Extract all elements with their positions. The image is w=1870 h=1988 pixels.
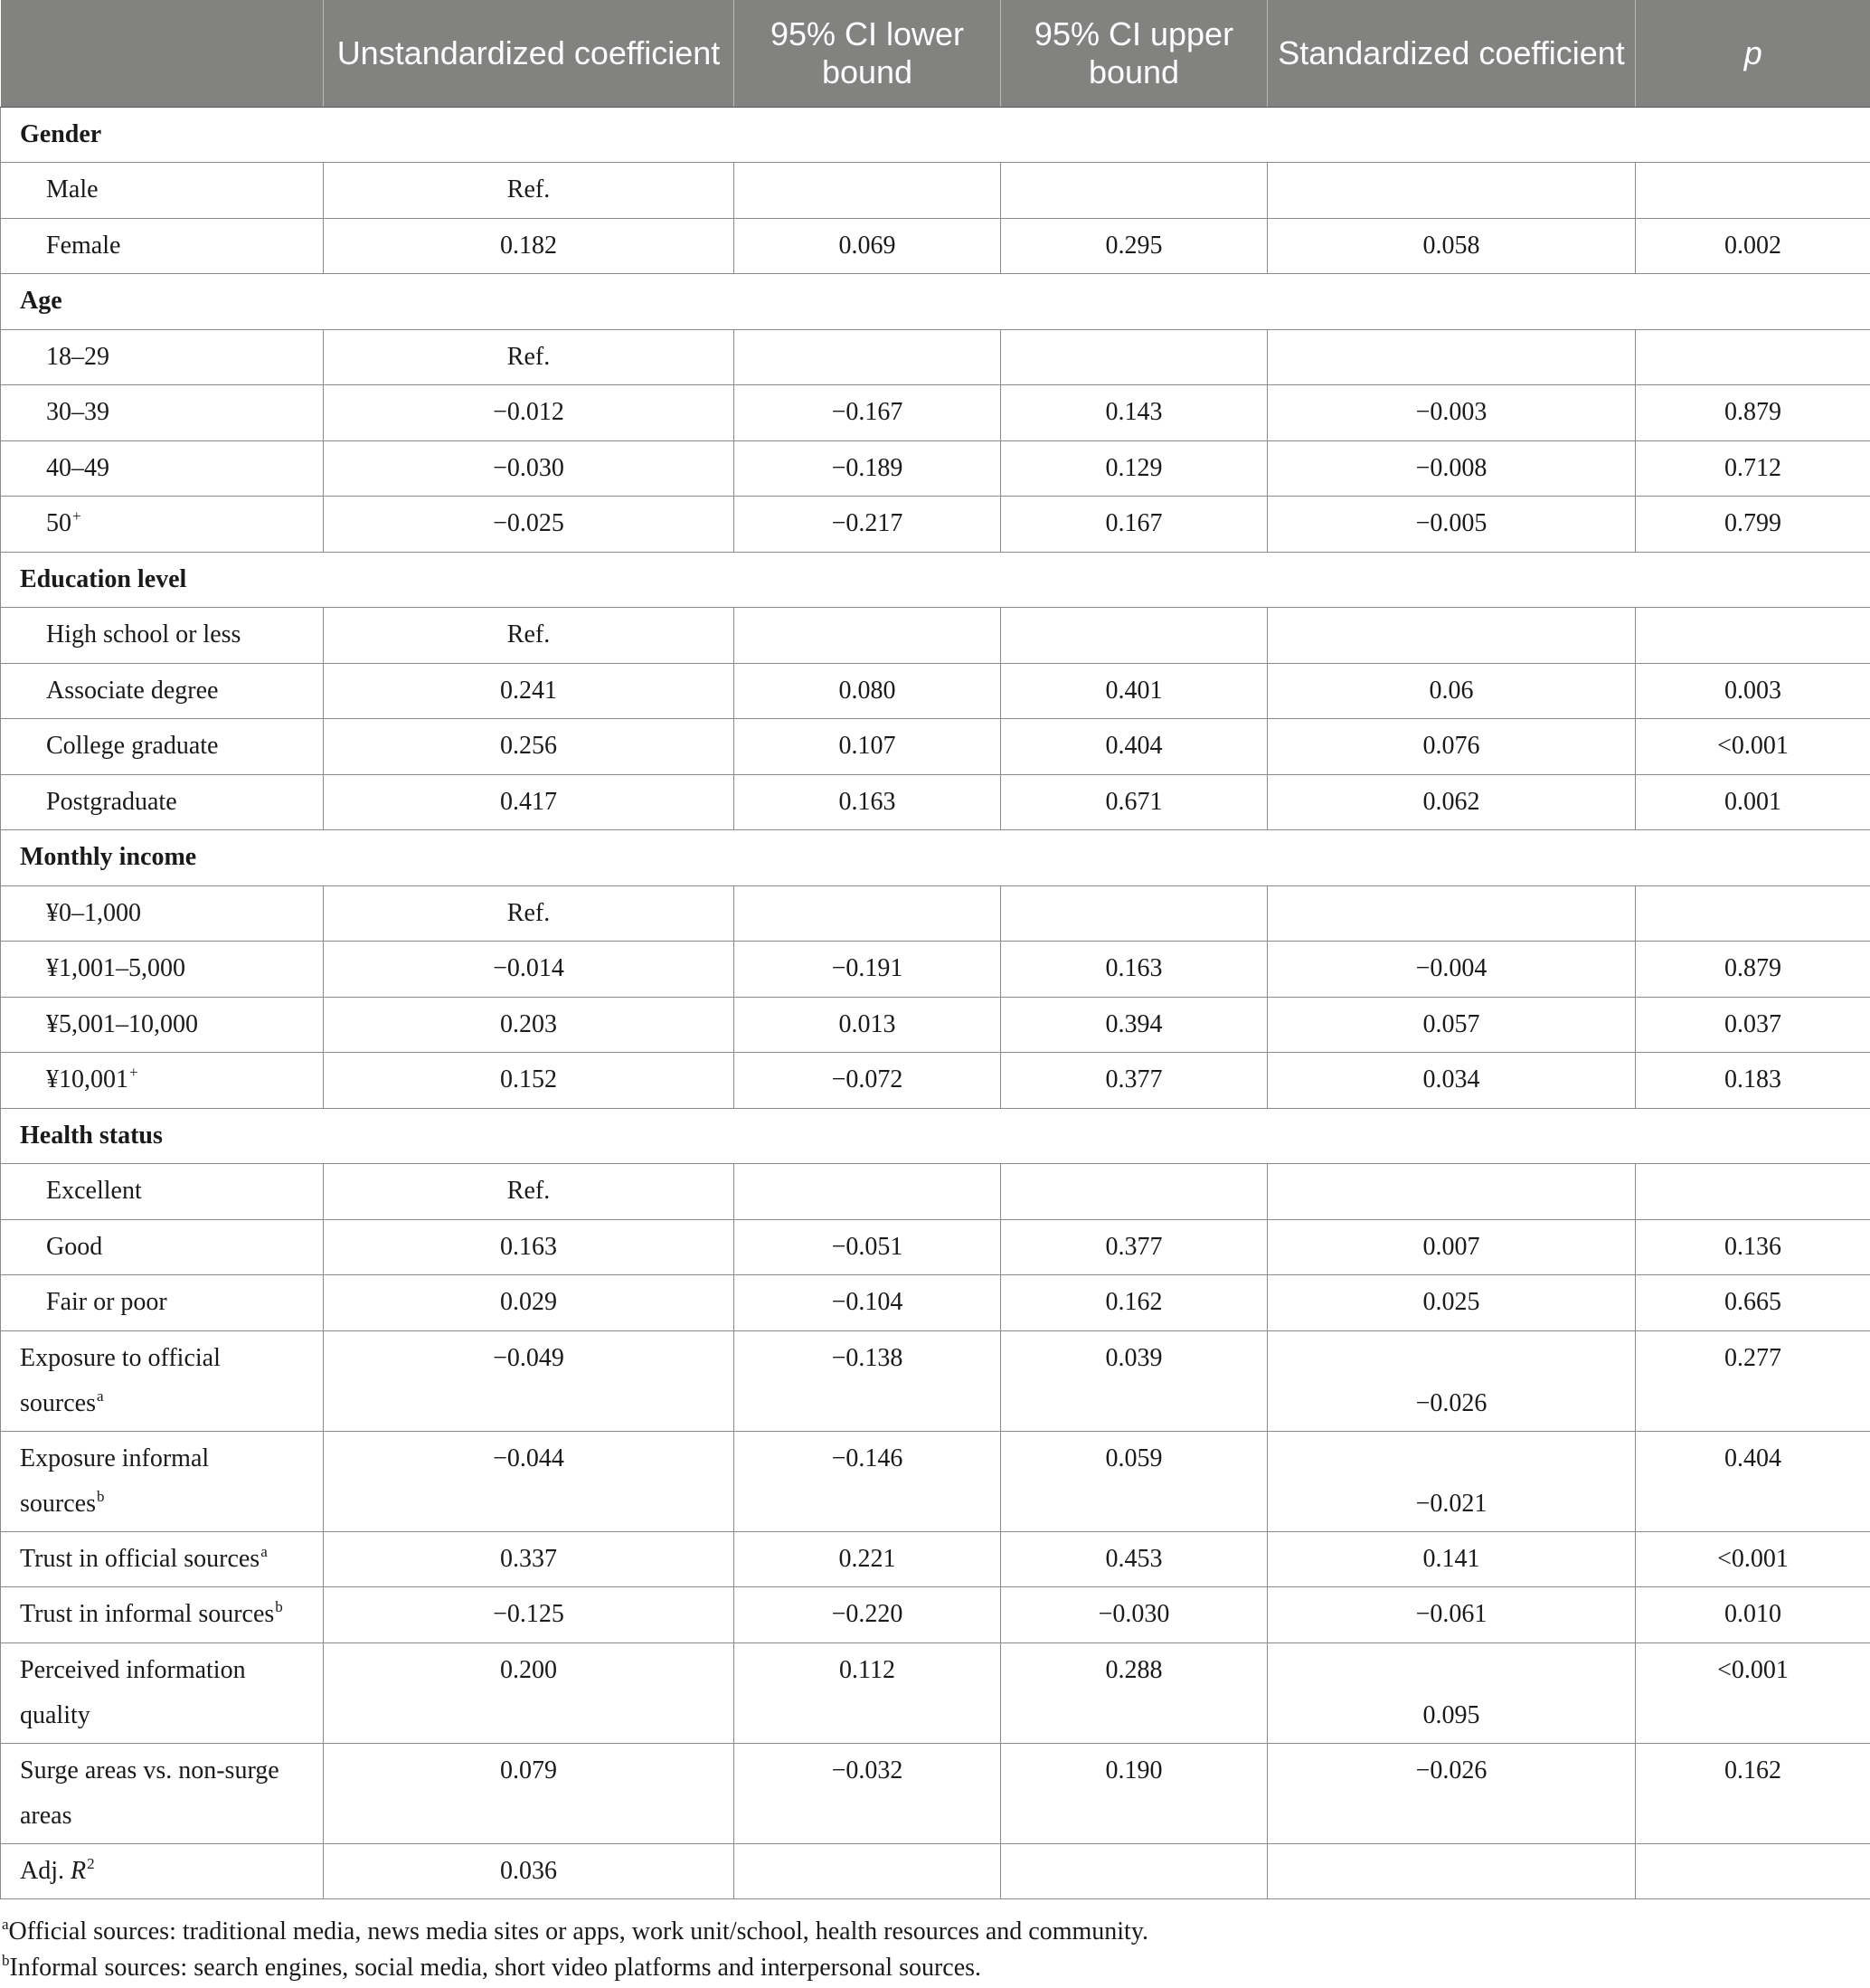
- row-label: [1, 1743, 324, 1843]
- row-label: 18–29: [1, 329, 324, 385]
- row-label: Associate degree: [1, 663, 324, 719]
- row-label-text: Trust in official sources: [20, 1544, 260, 1573]
- cell-ci-upper: 0.143: [1001, 385, 1268, 441]
- cell-ci-lower: 0.013: [734, 997, 1001, 1053]
- cell-standardized: 0.007: [1268, 1219, 1636, 1275]
- cell-standardized: −0.021: [1268, 1431, 1636, 1531]
- cell-p: [1636, 608, 1870, 664]
- cell-p: 0.799: [1636, 497, 1870, 553]
- cell-ci-lower: 0.112: [734, 1642, 1001, 1743]
- cell-p: 0.003: [1636, 663, 1870, 719]
- row-label-line2: quality: [20, 1700, 90, 1729]
- cell-unstandardized: 0.256: [324, 719, 734, 775]
- row-label: ¥5,001–10,000: [1, 997, 324, 1053]
- table-row-female: [1, 218, 1870, 274]
- row-label-line1: Perceived information: [20, 1655, 246, 1684]
- cell-standardized: 0.141: [1268, 1531, 1636, 1587]
- cell-standardized: 0.095: [1268, 1642, 1636, 1743]
- table-row-age-40-49: [1, 440, 1870, 497]
- row-label: 40–49: [1, 440, 324, 497]
- row-label: Female: [1, 218, 324, 274]
- footnote-mark: b: [2, 1952, 10, 1969]
- cell-unstandardized: −0.012: [324, 385, 734, 441]
- cell-unstandardized: −0.044: [324, 1431, 734, 1531]
- cell-unstandardized: Ref.: [324, 1164, 734, 1220]
- cell-p: 0.879: [1636, 385, 1870, 441]
- cell-ci-lower: −0.051: [734, 1219, 1001, 1275]
- cell-standardized: −0.026: [1268, 1743, 1636, 1843]
- cell-ci-upper: 0.039: [1001, 1330, 1268, 1431]
- footnote-mark: a: [2, 1916, 9, 1933]
- row-label: [1, 1587, 324, 1643]
- row-label: [1, 1843, 324, 1899]
- table-row-exposure-official: [1, 1330, 1870, 1431]
- label-superscript: 2: [87, 1854, 95, 1872]
- row-label: [1, 1053, 324, 1109]
- footnote-marker: a: [260, 1542, 268, 1560]
- cell-unstandardized: Ref.: [324, 608, 734, 664]
- cell-unstandardized: 0.152: [324, 1053, 734, 1109]
- footnote-informal-sources: [0, 1950, 1870, 1986]
- cell-ci-lower: [734, 608, 1001, 664]
- row-label: ¥0–1,000: [1, 885, 324, 942]
- row-label-line1: Surge areas vs. non-surge: [20, 1756, 279, 1784]
- cell-p: 0.712: [1636, 440, 1870, 497]
- footnote-marker: b: [96, 1487, 105, 1505]
- cell-unstandardized: 0.182: [324, 218, 734, 274]
- table-row-excellent: [1, 1164, 1870, 1220]
- cell-unstandardized: −0.014: [324, 942, 734, 998]
- cell-p: [1636, 1164, 1870, 1220]
- header-variable: [1, 0, 324, 107]
- cell-p: 0.001: [1636, 774, 1870, 830]
- row-label: 30–39: [1, 385, 324, 441]
- row-label: [1, 1330, 324, 1431]
- cell-ci-lower: −0.104: [734, 1275, 1001, 1331]
- footnote-marker: b: [275, 1598, 283, 1616]
- cell-unstandardized: −0.125: [324, 1587, 734, 1643]
- cell-unstandardized: 0.036: [324, 1843, 734, 1899]
- cell-standardized: −0.004: [1268, 942, 1636, 998]
- cell-p: 0.665: [1636, 1275, 1870, 1331]
- cell-ci-lower: −0.072: [734, 1053, 1001, 1109]
- table-row-postgraduate: [1, 774, 1870, 830]
- label-superscript: +: [129, 1064, 138, 1082]
- cell-ci-upper: 0.129: [1001, 440, 1268, 497]
- table-row-associate-degree: [1, 663, 1870, 719]
- row-label: Postgraduate: [1, 774, 324, 830]
- cell-ci-lower: 0.107: [734, 719, 1001, 775]
- cell-p: 0.183: [1636, 1053, 1870, 1109]
- cell-ci-lower: −0.167: [734, 385, 1001, 441]
- footnote-text: Informal sources: search engines, social media, short video platforms and interpersonal sources.: [9, 1954, 982, 1982]
- table-row-good: [1, 1219, 1870, 1275]
- row-label: Good: [1, 1219, 324, 1275]
- header-ci-lower: 95% CI lower bound: [734, 0, 1001, 107]
- cell-standardized: 0.025: [1268, 1275, 1636, 1331]
- cell-ci-lower: −0.217: [734, 497, 1001, 553]
- row-label: [1, 497, 324, 553]
- row-label: Fair or poor: [1, 1275, 324, 1331]
- cell-standardized: [1268, 1843, 1636, 1899]
- cell-p: <0.001: [1636, 1642, 1870, 1743]
- section-row-income: [1, 830, 1870, 886]
- section-row-gender: [1, 107, 1870, 163]
- cell-ci-upper: 0.377: [1001, 1219, 1268, 1275]
- cell-ci-lower: [734, 885, 1001, 942]
- cell-standardized: 0.06: [1268, 663, 1636, 719]
- cell-p: 0.404: [1636, 1431, 1870, 1531]
- cell-ci-upper: 0.295: [1001, 218, 1268, 274]
- cell-standardized: 0.062: [1268, 774, 1636, 830]
- cell-ci-lower: −0.189: [734, 440, 1001, 497]
- cell-ci-upper: −0.030: [1001, 1587, 1268, 1643]
- cell-ci-upper: [1001, 1843, 1268, 1899]
- table-row-exposure-informal: [1, 1431, 1870, 1531]
- row-label-text: Trust in informal sources: [20, 1600, 275, 1629]
- cell-ci-lower: 0.163: [734, 774, 1001, 830]
- table-row-trust-informal: [1, 1587, 1870, 1643]
- table-header: [1, 0, 1870, 107]
- table-row-information-quality: [1, 1642, 1870, 1743]
- cell-p: 0.136: [1636, 1219, 1870, 1275]
- cell-p: <0.001: [1636, 719, 1870, 775]
- cell-ci-lower: −0.138: [734, 1330, 1001, 1431]
- table-row-college-graduate: [1, 719, 1870, 775]
- table-row-income-1001-5000: [1, 942, 1870, 998]
- cell-standardized: −0.005: [1268, 497, 1636, 553]
- section-row-age: [1, 274, 1870, 330]
- section-row-education: [1, 552, 1870, 608]
- cell-ci-lower: 0.080: [734, 663, 1001, 719]
- cell-unstandardized: Ref.: [324, 885, 734, 942]
- cell-ci-upper: 0.377: [1001, 1053, 1268, 1109]
- cell-unstandardized: 0.203: [324, 997, 734, 1053]
- header-ci-upper: 95% CI upper bound: [1001, 0, 1268, 107]
- cell-unstandardized: 0.417: [324, 774, 734, 830]
- row-label-line1: Exposure informal: [20, 1444, 210, 1472]
- section-label: Monthly income: [1, 830, 1870, 886]
- cell-p: 0.010: [1636, 1587, 1870, 1643]
- cell-p: [1636, 1843, 1870, 1899]
- row-label-italic: R: [71, 1856, 87, 1885]
- row-label: [1, 1431, 324, 1531]
- cell-unstandardized: 0.337: [324, 1531, 734, 1587]
- header-unstandardized-coefficient: Unstandardized coefficient: [324, 0, 734, 107]
- row-label: Male: [1, 163, 324, 219]
- cell-ci-upper: 0.394: [1001, 997, 1268, 1053]
- cell-standardized: −0.061: [1268, 1587, 1636, 1643]
- cell-ci-lower: [734, 329, 1001, 385]
- cell-ci-upper: 0.059: [1001, 1431, 1268, 1531]
- cell-standardized: −0.008: [1268, 440, 1636, 497]
- table-body: [1, 107, 1870, 1899]
- section-row-health: [1, 1108, 1870, 1164]
- cell-ci-lower: −0.146: [734, 1431, 1001, 1531]
- cell-p: <0.001: [1636, 1531, 1870, 1587]
- cell-standardized: [1268, 163, 1636, 219]
- cell-standardized: 0.076: [1268, 719, 1636, 775]
- cell-ci-upper: 0.401: [1001, 663, 1268, 719]
- table-row-trust-official: [1, 1531, 1870, 1587]
- table-row-age-30-39: [1, 385, 1870, 441]
- cell-unstandardized: 0.079: [324, 1743, 734, 1843]
- cell-p: 0.002: [1636, 218, 1870, 274]
- cell-standardized: [1268, 885, 1636, 942]
- label-superscript: +: [72, 507, 81, 525]
- cell-ci-upper: 0.167: [1001, 497, 1268, 553]
- table-row-age-18-29: [1, 329, 1870, 385]
- cell-unstandardized: Ref.: [324, 329, 734, 385]
- cell-ci-upper: 0.404: [1001, 719, 1268, 775]
- table-row-surge-areas: [1, 1743, 1870, 1843]
- row-label-text: Adj.: [20, 1856, 71, 1885]
- cell-ci-lower: [734, 1164, 1001, 1220]
- header-row: [1, 0, 1870, 107]
- cell-ci-lower: −0.220: [734, 1587, 1001, 1643]
- cell-p: [1636, 163, 1870, 219]
- row-label: High school or less: [1, 608, 324, 664]
- cell-ci-upper: 0.288: [1001, 1642, 1268, 1743]
- cell-ci-upper: [1001, 608, 1268, 664]
- row-label: ¥1,001–5,000: [1, 942, 324, 998]
- cell-unstandardized: 0.200: [324, 1642, 734, 1743]
- cell-unstandardized: −0.030: [324, 440, 734, 497]
- cell-p: 0.879: [1636, 942, 1870, 998]
- row-label: Excellent: [1, 1164, 324, 1220]
- cell-standardized: [1268, 329, 1636, 385]
- cell-p: 0.037: [1636, 997, 1870, 1053]
- cell-ci-upper: 0.453: [1001, 1531, 1268, 1587]
- cell-p: [1636, 885, 1870, 942]
- cell-standardized: [1268, 1164, 1636, 1220]
- cell-unstandardized: Ref.: [324, 163, 734, 219]
- row-label: [1, 1642, 324, 1743]
- cell-p: 0.162: [1636, 1743, 1870, 1843]
- header-p-value: p: [1636, 0, 1870, 107]
- cell-unstandardized: −0.049: [324, 1330, 734, 1431]
- table-row-income-0-1000: [1, 885, 1870, 942]
- row-label-text: ¥10,001: [46, 1065, 128, 1094]
- cell-ci-upper: [1001, 1164, 1268, 1220]
- footnote-text: Official sources: traditional media, news media sites or apps, work unit/school, health resources and community.: [8, 1917, 1149, 1945]
- cell-ci-upper: [1001, 885, 1268, 942]
- table-row-high-school: [1, 608, 1870, 664]
- cell-standardized: 0.057: [1268, 997, 1636, 1053]
- cell-standardized: 0.058: [1268, 218, 1636, 274]
- cell-ci-upper: 0.671: [1001, 774, 1268, 830]
- table-row-fair-or-poor: [1, 1275, 1870, 1331]
- cell-unstandardized: 0.241: [324, 663, 734, 719]
- row-label-line2: areas: [20, 1801, 72, 1830]
- row-label-line2: sources: [20, 1388, 96, 1417]
- row-label-line1: Exposure to official: [20, 1343, 221, 1372]
- cell-ci-upper: 0.190: [1001, 1743, 1268, 1843]
- cell-ci-upper: 0.163: [1001, 942, 1268, 998]
- table-row-age-50-plus: [1, 497, 1870, 553]
- cell-standardized: 0.034: [1268, 1053, 1636, 1109]
- cell-unstandardized: 0.029: [324, 1275, 734, 1331]
- cell-ci-upper: 0.162: [1001, 1275, 1268, 1331]
- cell-ci-lower: [734, 163, 1001, 219]
- table-row-income-10001-plus: [1, 1053, 1870, 1109]
- section-label: Age: [1, 274, 1870, 330]
- table-row-income-5001-10000: [1, 997, 1870, 1053]
- cell-unstandardized: 0.163: [324, 1219, 734, 1275]
- footnote-official-sources: [0, 1914, 1870, 1950]
- row-label: [1, 1531, 324, 1587]
- cell-unstandardized: −0.025: [324, 497, 734, 553]
- cell-standardized: [1268, 608, 1636, 664]
- cell-ci-lower: −0.191: [734, 942, 1001, 998]
- cell-ci-lower: 0.069: [734, 218, 1001, 274]
- row-label-text: 50: [46, 509, 71, 538]
- cell-ci-upper: [1001, 163, 1268, 219]
- cell-ci-lower: [734, 1843, 1001, 1899]
- row-label-line2: sources: [20, 1489, 96, 1518]
- cell-ci-upper: [1001, 329, 1268, 385]
- header-standardized-coefficient: Standardized coefficient: [1268, 0, 1636, 107]
- section-label: Education level: [1, 552, 1870, 608]
- section-label: Health status: [1, 1108, 1870, 1164]
- cell-p: [1636, 329, 1870, 385]
- section-label: Gender: [1, 107, 1870, 163]
- footnote-marker: a: [96, 1387, 104, 1405]
- table-footnotes: [0, 1914, 1870, 1986]
- row-label: College graduate: [1, 719, 324, 775]
- cell-ci-lower: −0.032: [734, 1743, 1001, 1843]
- table-row-adjusted-r-squared: [1, 1843, 1870, 1899]
- cell-standardized: −0.026: [1268, 1330, 1636, 1431]
- cell-ci-lower: 0.221: [734, 1531, 1001, 1587]
- table-row-male: [1, 163, 1870, 219]
- cell-standardized: −0.003: [1268, 385, 1636, 441]
- cell-p: 0.277: [1636, 1330, 1870, 1431]
